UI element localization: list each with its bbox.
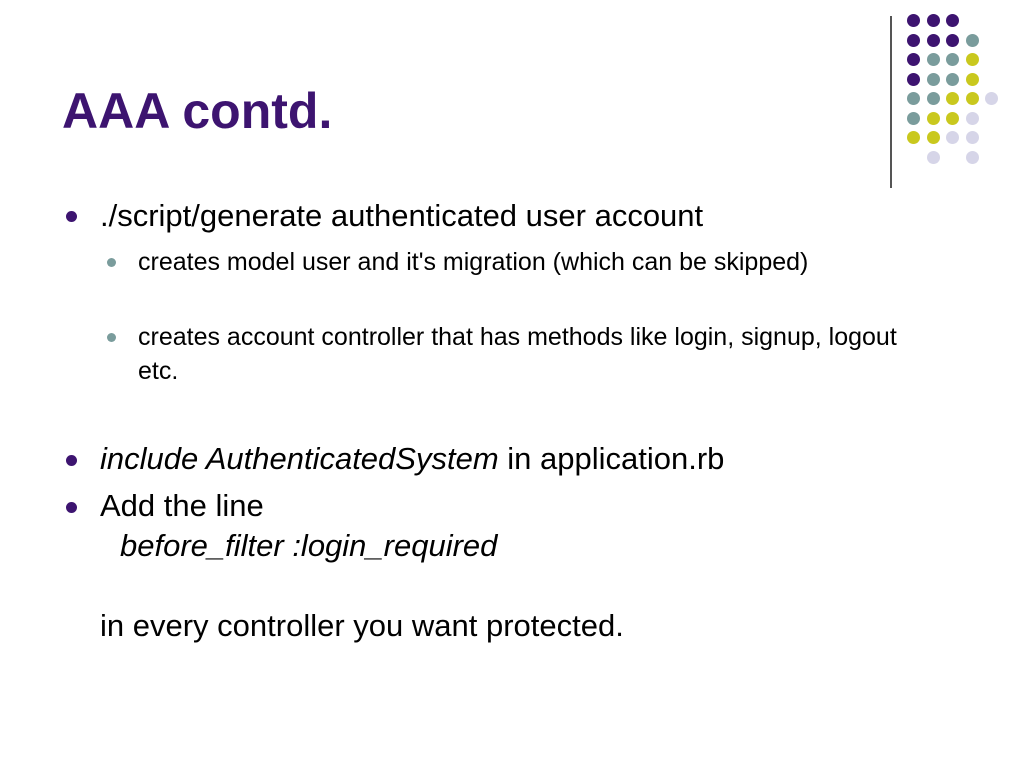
decorative-dot xyxy=(946,92,959,105)
decorative-dot xyxy=(907,53,920,66)
decorative-dot xyxy=(946,131,959,144)
decorative-dot xyxy=(966,92,979,105)
decorative-dot xyxy=(966,73,979,86)
decorative-dot xyxy=(966,131,979,144)
bullet-text xyxy=(100,440,724,477)
decorative-dot xyxy=(907,131,920,144)
decorative-dot xyxy=(966,34,979,47)
decorative-dot xyxy=(927,151,940,164)
sub-bullet-marker xyxy=(107,333,116,342)
include-statement: include AuthenticatedSystem xyxy=(100,441,499,476)
decorative-dot xyxy=(946,112,959,125)
decorative-dot xyxy=(927,53,940,66)
decorative-dot xyxy=(907,34,920,47)
decorative-dot xyxy=(966,53,979,66)
title-divider-line xyxy=(890,16,892,188)
decorative-dot xyxy=(907,92,920,105)
sub-bullet-text: creates account controller that has methods like login, signup, logout etc. xyxy=(138,323,897,385)
sub-bullet-text: creates model user and it's migration (which can be skipped) xyxy=(138,248,809,276)
decorative-dot xyxy=(966,112,979,125)
bullet-marker xyxy=(66,211,77,222)
decorative-dot-grid xyxy=(907,14,1007,174)
bullet-marker xyxy=(66,455,77,466)
decorative-dot xyxy=(946,53,959,66)
decorative-dot xyxy=(907,14,920,27)
decorative-dot xyxy=(927,92,940,105)
sub-bullet-marker xyxy=(107,258,116,267)
bullet-text: Add the line xyxy=(100,488,264,523)
decorative-dot xyxy=(927,14,940,27)
decorative-dot xyxy=(927,34,940,47)
decorative-dot xyxy=(946,14,959,27)
bullet-text: ./script/generate authenticated user account xyxy=(100,198,704,233)
decorative-dot xyxy=(966,151,979,164)
slide-title: AAA contd. xyxy=(62,83,333,139)
decorative-dot xyxy=(907,112,920,125)
bullet-marker xyxy=(66,502,77,513)
decorative-dot xyxy=(927,112,940,125)
code-line: before_filter :login_required xyxy=(120,528,498,563)
decorative-dot xyxy=(985,92,998,105)
decorative-dot xyxy=(946,73,959,86)
decorative-dot xyxy=(946,34,959,47)
bullet-continuation: in every controller you want protected. xyxy=(100,608,624,643)
decorative-dot xyxy=(907,73,920,86)
decorative-dot xyxy=(927,131,940,144)
include-location: in application.rb xyxy=(498,441,725,476)
decorative-dot xyxy=(927,73,940,86)
